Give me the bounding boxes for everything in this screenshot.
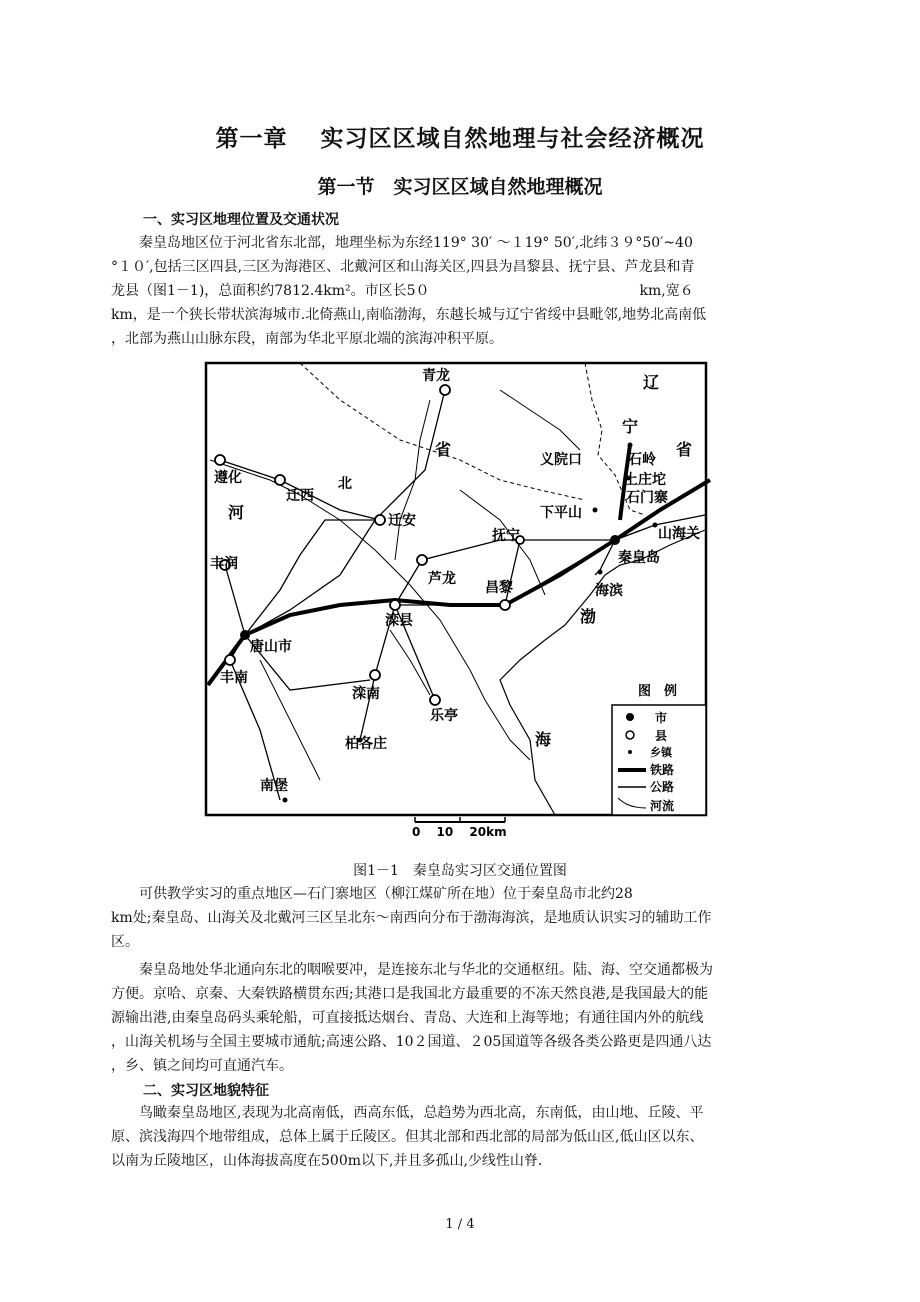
label-luannan: 滦南 [352, 686, 380, 702]
map-scale-bar [412, 817, 507, 839]
town-markers [283, 443, 658, 803]
legend-river: 河流 [650, 799, 675, 813]
label-yiyuankou: 义院口 [540, 452, 582, 468]
legend-road: 公路 [650, 780, 675, 794]
traffic-location-map [200, 360, 720, 840]
label-fengnan: 丰南 [220, 670, 248, 686]
label-haibin: 海滨 [595, 583, 623, 599]
label-sheng-left: 省 [435, 440, 452, 459]
legend-county: 县 [655, 729, 668, 743]
heading-landform: 二、实习区地貌特征 [143, 1083, 269, 1099]
city-marker-tangshan [240, 630, 250, 640]
text-line: 原、滨浅海四个地带组成，总体上属于丘陵区。但其北部和西北部的局部为低山区,低山区以东、 [111, 1129, 704, 1145]
label-zunhua: 遵化 [214, 470, 242, 486]
label-shimenzhai: 石门寨 [626, 490, 668, 506]
label-qianxi: 迁西 [286, 488, 314, 504]
text-line: 鸟瞰秦皇岛地区,表现为北高南低，西高东低，总趋势为西北高，东南低，由山地、丘陵、平 [111, 1105, 704, 1121]
text-line: 龙县（图1－1)，总面积约7812.4km²。市区长5０ km,宽６ [111, 283, 694, 299]
legend-railway: 铁路 [650, 763, 675, 777]
text-line: km处;秦皇岛、山海关及北戴河三区呈北东～南西向分布于渤海海滨，是地质认识实习的辅助工作 [111, 910, 712, 926]
text-line: km，是一个狭长带状滨海城市.北倚燕山,南临渤海，东越长城与辽宁省绥中县毗邻,地势北高南低 [111, 307, 707, 323]
scale-label: 0 10 20km [412, 825, 507, 839]
legend-town: 乡镇 [650, 746, 672, 759]
label-qian-an: 迁安 [388, 513, 416, 529]
text-line: ，乡、镇之间均可直通汽车。 [111, 1058, 293, 1074]
paragraph-landform [111, 1101, 811, 1173]
text-line: ，山海关机场与全国主要城市通航;高速公路、10２国道、２05国道等各级各类公路更是四通八达 [111, 1034, 712, 1050]
label-qinhuangdao: 秦皇岛 [618, 550, 660, 566]
text-line: ，北部为燕山山脉东段，南部为华北平原北端的滨海冲积平原。 [111, 331, 503, 347]
paragraph-location [111, 231, 811, 351]
text-line: 源输出港,由秦皇岛码头乘轮船，可直接抵达烟台、青岛、大连和上海等地；有通往国内外的航线 [111, 1010, 704, 1026]
map-legend [612, 683, 706, 815]
label-shiling: 石岭 [628, 452, 656, 468]
city-marker-qinhuangdao [610, 535, 620, 545]
legend-city: 市 [655, 711, 668, 725]
page-number: 1 / 4 [445, 1217, 475, 1232]
label-he: 河 [228, 503, 245, 522]
label-funing: 抚宁 [492, 528, 520, 544]
label-xiapingshan: 下平山 [540, 505, 582, 521]
label-changli: 昌黎 [485, 580, 513, 596]
label-luanxian: 滦县 [385, 613, 413, 629]
label-shanhaiguan: 山海关 [658, 526, 700, 542]
text-line: 秦皇岛地处华北通向东北的咽喉要冲，是连接东北与华北的交通枢纽。陆、海、空交通都极为 [111, 962, 713, 978]
label-shangzhuangtuo: 上庄坨 [624, 472, 666, 488]
label-ning: 宁 [622, 417, 639, 436]
legend-title: 图 例 [638, 684, 678, 699]
label-fengrun: 丰润 [210, 556, 238, 572]
label-bei: 北 [338, 476, 352, 492]
paragraph-traffic [111, 958, 811, 1078]
text-line: 秦皇岛地区位于河北省东北部，地理坐标为东经119° 30′ ～１19° 50′,北纬３９°50′~40 [111, 235, 693, 251]
label-liao: 辽 [643, 373, 660, 392]
text-line: 区。 [111, 934, 139, 950]
label-hai: 海 [535, 730, 552, 749]
label-lulong: 芦龙 [428, 571, 456, 587]
label-laoting: 乐亭 [430, 708, 458, 724]
label-tangshan: 唐山市 [250, 639, 292, 655]
text-line: °１０′,包括三区四县,三区为海港区、北戴河区和山海关区,四县为昌黎县、抚宁县、芦龙县和青 [111, 259, 695, 275]
figure-caption: 图1－1 秦皇岛实习区交通位置图 [353, 863, 567, 879]
label-qinglong: 青龙 [422, 368, 450, 384]
label-nanpu: 南堡 [260, 778, 288, 794]
chapter-title: 第一章 实习区区域自然地理与社会经济概况 [215, 126, 705, 152]
paragraph-practice-area [111, 882, 811, 954]
label-bo: 渤 [580, 607, 597, 626]
heading-location-traffic: 一、实习区地理位置及交通状况 [143, 212, 339, 228]
text-line: 可供教学实习的重点地区—石门寨地区（柳江煤矿所在地）位于秦皇岛市北约28 [111, 886, 633, 902]
section-title: 第一节 实习区区域自然地理概况 [317, 176, 603, 198]
text-line: 方便。京哈、京秦、大秦铁路横贯东西;其港口是我国北方最重要的不冻天然良港,是我国最大的能 [111, 986, 709, 1002]
rivers [210, 390, 580, 780]
label-sheng-right: 省 [676, 440, 693, 459]
label-bogezhuang: 柏各庄 [345, 736, 387, 752]
text-line: 以南为丘陵地区，山体海拔高度在500m以下,并且多孤山,少线性山脊. [111, 1153, 543, 1169]
